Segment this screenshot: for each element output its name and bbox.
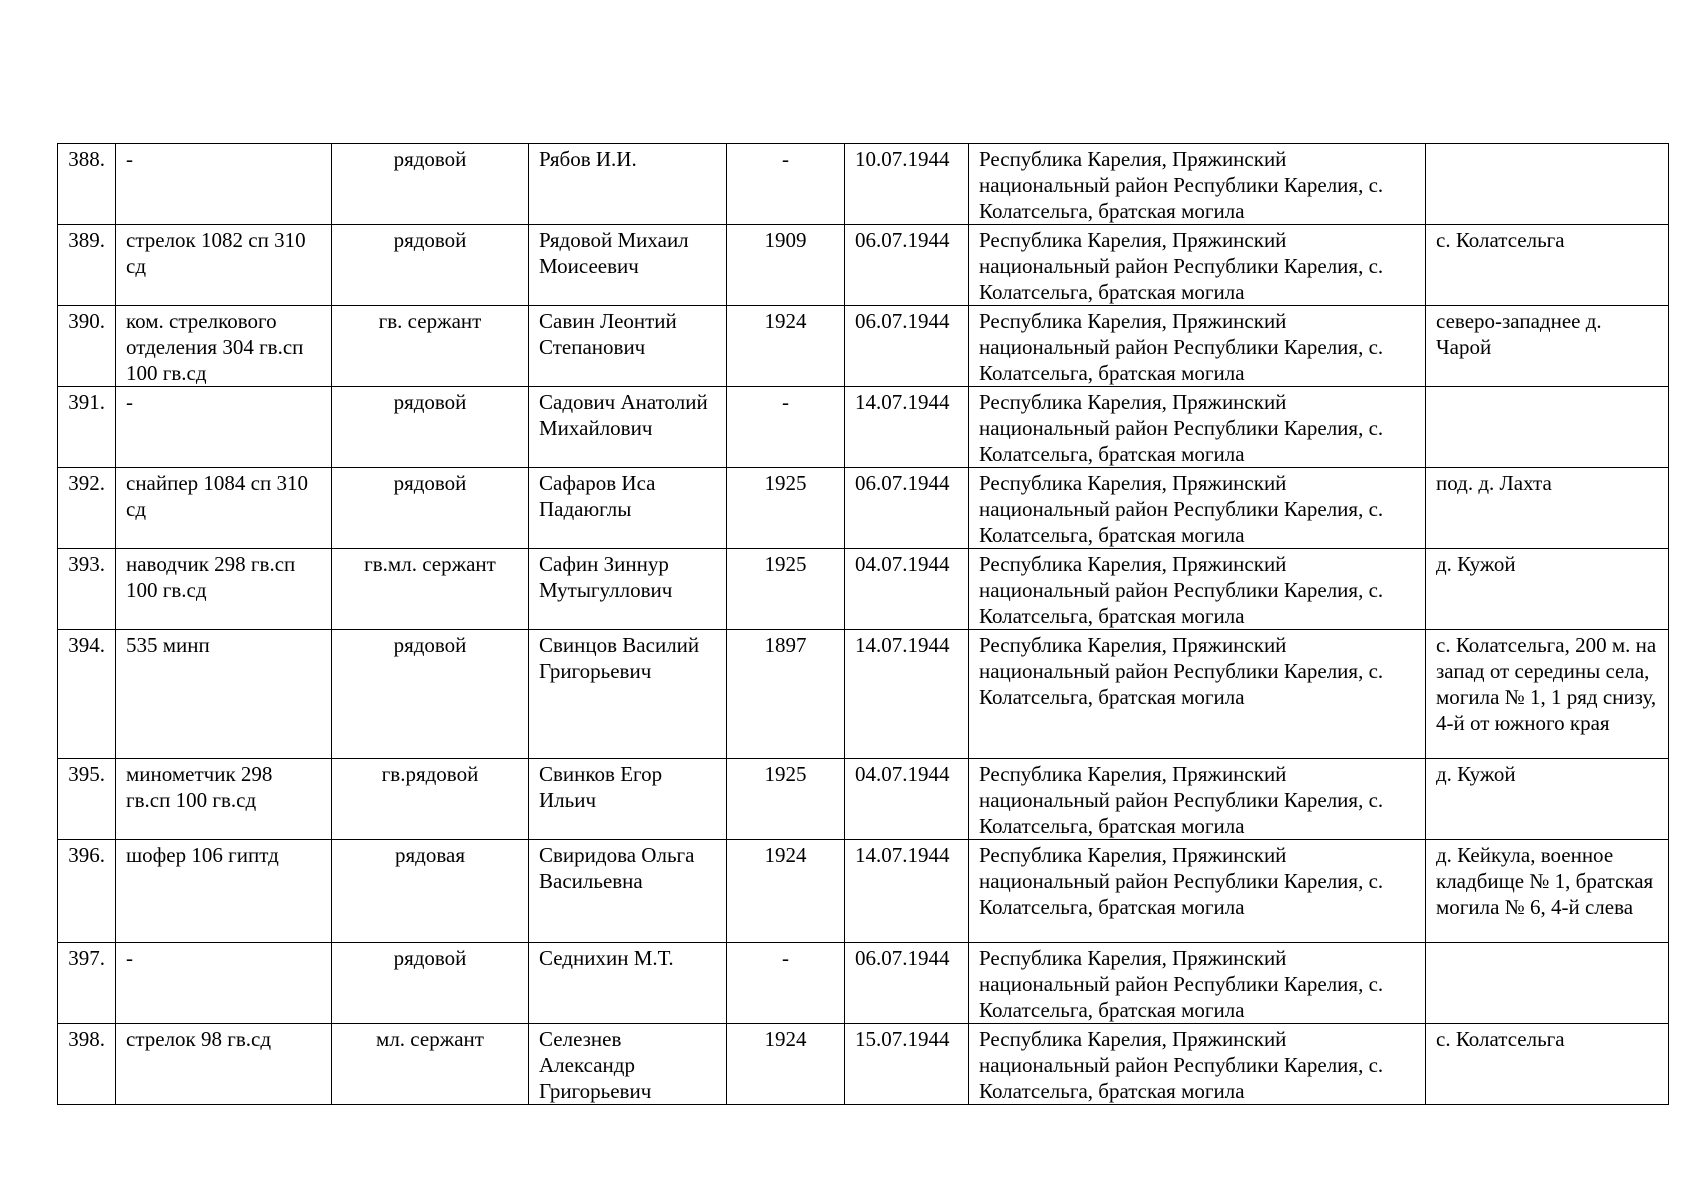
- burial-place-cell: Республика Карелия, Пряжинский национальный район Республики Карелия, с. Колатсельга, братская могила: [969, 630, 1426, 759]
- unit-position-cell: наводчик 298 гв.сп 100 гв.сд: [116, 549, 332, 630]
- death-date-cell: 14.07.1944: [845, 630, 969, 759]
- death-date-cell: 06.07.1944: [845, 306, 969, 387]
- row-number-cell: 397.: [58, 943, 116, 1024]
- table-row: [58, 759, 1669, 840]
- burial-place-cell: Республика Карелия, Пряжинский национальный район Республики Карелия, с. Колатсельга, братская могила: [969, 306, 1426, 387]
- table-row: [58, 306, 1669, 387]
- full-name-cell: Рядовой Михаил Моисеевич: [529, 225, 727, 306]
- burial-place-cell: Республика Карелия, Пряжинский национальный район Республики Карелия, с. Колатсельга, братская могила: [969, 468, 1426, 549]
- primary-burial-cell: с. Колатсельга: [1426, 1024, 1669, 1105]
- rank-cell: рядовой: [332, 943, 529, 1024]
- rank-cell: рядовой: [332, 225, 529, 306]
- unit-position-cell: -: [116, 387, 332, 468]
- table-row: [58, 144, 1669, 225]
- birth-year-cell: 1909: [727, 225, 845, 306]
- rank-cell: рядовой: [332, 387, 529, 468]
- death-date-cell: 04.07.1944: [845, 759, 969, 840]
- burial-place-cell: Республика Карелия, Пряжинский национальный район Республики Карелия, с. Колатсельга, братская могила: [969, 840, 1426, 943]
- row-number-cell: 395.: [58, 759, 116, 840]
- birth-year-cell: -: [727, 387, 845, 468]
- death-date-cell: 14.07.1944: [845, 840, 969, 943]
- primary-burial-cell: [1426, 387, 1669, 468]
- full-name-cell: Селезнев Александр Григорьевич: [529, 1024, 727, 1105]
- birth-year-cell: -: [727, 943, 845, 1024]
- table-row: [58, 943, 1669, 1024]
- death-date-cell: 06.07.1944: [845, 225, 969, 306]
- unit-position-cell: стрелок 1082 сп 310 сд: [116, 225, 332, 306]
- full-name-cell: Свинков Егор Ильич: [529, 759, 727, 840]
- row-number-cell: 390.: [58, 306, 116, 387]
- unit-position-cell: снайпер 1084 сп 310 сд: [116, 468, 332, 549]
- birth-year-cell: 1925: [727, 549, 845, 630]
- death-date-cell: 06.07.1944: [845, 468, 969, 549]
- row-number-cell: 391.: [58, 387, 116, 468]
- primary-burial-cell: под. д. Лахта: [1426, 468, 1669, 549]
- primary-burial-cell: [1426, 943, 1669, 1024]
- birth-year-cell: 1925: [727, 759, 845, 840]
- primary-burial-cell: с. Колатсельга: [1426, 225, 1669, 306]
- rank-cell: гв.мл. сержант: [332, 549, 529, 630]
- full-name-cell: Сафаров Иса Падаюглы: [529, 468, 727, 549]
- rank-cell: рядовой: [332, 630, 529, 759]
- full-name-cell: Савин Леонтий Степанович: [529, 306, 727, 387]
- burial-place-cell: Республика Карелия, Пряжинский национальный район Республики Карелия, с. Колатсельга, братская могила: [969, 387, 1426, 468]
- birth-year-cell: 1924: [727, 306, 845, 387]
- unit-position-cell: -: [116, 144, 332, 225]
- unit-position-cell: 535 минп: [116, 630, 332, 759]
- registry-body: [58, 144, 1669, 1105]
- full-name-cell: Рябов И.И.: [529, 144, 727, 225]
- burial-place-cell: Республика Карелия, Пряжинский национальный район Республики Карелия, с. Колатсельга, братская могила: [969, 144, 1426, 225]
- primary-burial-cell: д. Кужой: [1426, 759, 1669, 840]
- unit-position-cell: минометчик 298 гв.сп 100 гв.сд: [116, 759, 332, 840]
- birth-year-cell: 1924: [727, 1024, 845, 1105]
- rank-cell: мл. сержант: [332, 1024, 529, 1105]
- table-row: [58, 468, 1669, 549]
- burial-registry-table: [57, 143, 1669, 1105]
- rank-cell: рядовой: [332, 144, 529, 225]
- rank-cell: рядовой: [332, 468, 529, 549]
- table-row: [58, 1024, 1669, 1105]
- death-date-cell: 15.07.1944: [845, 1024, 969, 1105]
- unit-position-cell: ком. стрелкового отделения 304 гв.сп 100 гв.сд: [116, 306, 332, 387]
- table-row: [58, 630, 1669, 759]
- full-name-cell: Садович Анатолий Михайлович: [529, 387, 727, 468]
- primary-burial-cell: с. Колатсельга, 200 м. на запад от середины села, могила № 1, 1 ряд снизу, 4-й от южного края: [1426, 630, 1669, 759]
- death-date-cell: 14.07.1944: [845, 387, 969, 468]
- full-name-cell: Свиридова Ольга Васильевна: [529, 840, 727, 943]
- row-number-cell: 398.: [58, 1024, 116, 1105]
- table-row: [58, 387, 1669, 468]
- unit-position-cell: стрелок 98 гв.сд: [116, 1024, 332, 1105]
- row-number-cell: 396.: [58, 840, 116, 943]
- table-row: [58, 225, 1669, 306]
- rank-cell: гв. сержант: [332, 306, 529, 387]
- primary-burial-cell: д. Кейкула, военное кладбище № 1, братская могила № 6, 4-й слева: [1426, 840, 1669, 943]
- row-number-cell: 389.: [58, 225, 116, 306]
- full-name-cell: Сафин Зиннур Мутыгуллович: [529, 549, 727, 630]
- death-date-cell: 04.07.1944: [845, 549, 969, 630]
- burial-place-cell: Республика Карелия, Пряжинский национальный район Республики Карелия, с. Колатсельга, братская могила: [969, 549, 1426, 630]
- birth-year-cell: 1925: [727, 468, 845, 549]
- death-date-cell: 10.07.1944: [845, 144, 969, 225]
- death-date-cell: 06.07.1944: [845, 943, 969, 1024]
- birth-year-cell: 1924: [727, 840, 845, 943]
- unit-position-cell: шофер 106 гиптд: [116, 840, 332, 943]
- table-row: [58, 840, 1669, 943]
- full-name-cell: Седнихин М.Т.: [529, 943, 727, 1024]
- row-number-cell: 394.: [58, 630, 116, 759]
- primary-burial-cell: северо-западнее д. Чарой: [1426, 306, 1669, 387]
- row-number-cell: 392.: [58, 468, 116, 549]
- birth-year-cell: 1897: [727, 630, 845, 759]
- full-name-cell: Свинцов Василий Григорьевич: [529, 630, 727, 759]
- document-page: [57, 143, 1669, 1105]
- burial-place-cell: Республика Карелия, Пряжинский национальный район Республики Карелия, с. Колатсельга, братская могила: [969, 943, 1426, 1024]
- rank-cell: гв.рядовой: [332, 759, 529, 840]
- burial-place-cell: Республика Карелия, Пряжинский национальный район Республики Карелия, с. Колатсельга, братская могила: [969, 759, 1426, 840]
- rank-cell: рядовая: [332, 840, 529, 943]
- primary-burial-cell: [1426, 144, 1669, 225]
- burial-place-cell: Республика Карелия, Пряжинский национальный район Республики Карелия, с. Колатсельга, братская могила: [969, 225, 1426, 306]
- table-row: [58, 549, 1669, 630]
- row-number-cell: 388.: [58, 144, 116, 225]
- burial-place-cell: Республика Карелия, Пряжинский национальный район Республики Карелия, с. Колатсельга, братская могила: [969, 1024, 1426, 1105]
- primary-burial-cell: д. Кужой: [1426, 549, 1669, 630]
- birth-year-cell: -: [727, 144, 845, 225]
- unit-position-cell: -: [116, 943, 332, 1024]
- row-number-cell: 393.: [58, 549, 116, 630]
